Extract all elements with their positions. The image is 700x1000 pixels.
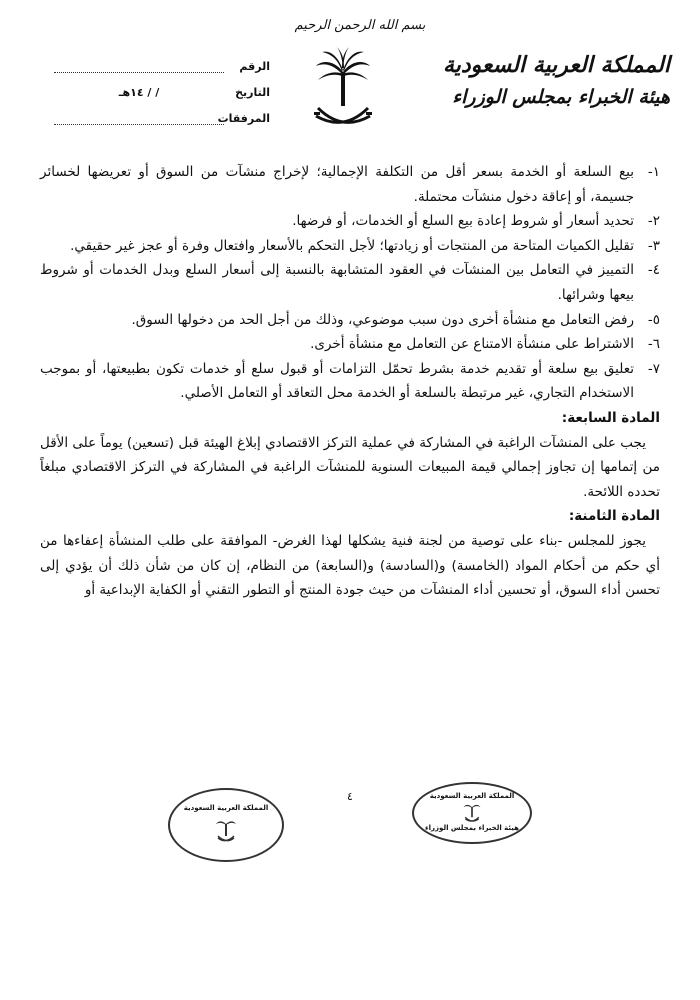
list-item: ٦- الاشتراط على منشأة الامتناع عن التعامل مع منشأة أخرى.	[310, 336, 660, 353]
saudi-emblem-icon	[312, 46, 374, 138]
stamp-left-text: المملكة العربية السعودية	[183, 804, 269, 812]
article-eight-text: يجوز للمجلس -بناء على توصية من لجنة فنية يشكلها لهذا الغرض- الموافقة على طلب المنشأة إعفاءها من أي حكم من أحكام المواد (الخامسة) و(السادسة) و(السابعة) من النظام، إن كان من شأن ذلك أن يؤدي إلى تحسن أداء السوق، أو تحسين أداء المنشآت من حيث جودة المنتج أو التطور التقني أو الكفاية الإبداعية أو	[40, 532, 660, 599]
page-number: ٤	[347, 790, 353, 803]
document-body	[40, 160, 660, 603]
stamp-emblem-icon	[216, 818, 236, 844]
list-item: ٤- التمييز في التعامل بين المنشآت في العقود المتشابهة بالنسبة إلى أسعار السلع وبدل الخدمات أو شروط بيعها وشرائها.	[40, 262, 660, 303]
list-item: ٥- رفض التعامل مع منشأة أخرى دون سبب موضوعي، وذلك من أجل الحد من دخولها السوق.	[131, 311, 660, 328]
article-seven-text: يجب على المنشآت الراغبة في المشاركة في عملية التركز الاقتصادي إبلاغ الهيئة قبل (تسعين) يوماً على الأقل من إتمامها إن تجاوز إجمالي قيمة المبيعات السنوية للمنشآت الراغبة في المشاركة في التركز الاقتصادي مبلغاً تحدده اللائحة.	[40, 434, 660, 500]
official-stamp-left	[168, 788, 284, 862]
number-line	[54, 62, 224, 73]
number-label: الرقم	[239, 60, 270, 73]
list-item: ٣- تقليل الكميات المتاحة من المنتجات أو زيادتها؛ لأجل التحكم بالأسعار وافتعال وفرة أو عجز غير حقيقي.	[70, 237, 660, 254]
list-item: ٧- تعليق بيع سلعة أو تقديم خدمة بشرط تحمّل التزامات أو قبول سلع أو خدمات تكون بطبيعتها، أو بموجب الاستخدام التجاري، غير مرتبطة بالسلعة أو الخدمة محل التعاقد أو التعامل الأصلي.	[40, 360, 660, 402]
date-value: / / ١٤هـ	[118, 86, 160, 99]
list-item: ٢- تحديد أسعار أو شروط إعادة بيع السلع أو الخدمات، أو فرضها.	[292, 213, 660, 230]
number-field	[40, 60, 270, 73]
agency-title: هيئة الخبراء بمجلس الوزراء	[452, 86, 670, 108]
stamp-right-text: المملكة العربية السعودية	[429, 792, 515, 800]
basmala: بسم الله الرحمن الرحيم	[294, 18, 426, 33]
kingdom-title: المملكة العربية السعودية	[442, 52, 670, 78]
attachments-field	[40, 112, 270, 125]
attachments-line	[54, 114, 224, 125]
date-field	[40, 86, 270, 99]
article-eight-heading: المادة الثامنة:	[568, 508, 660, 525]
attachments-label: المرفقات	[217, 112, 270, 125]
list-item: ١- بيع السلعة أو الخدمة بسعر أقل من التكلفة الإجمالية؛ لإخراج منشآت من السوق أو تعريضها لخسائر جسيمة، أو إعاقة دخول منشآت محتملة.	[40, 164, 660, 205]
official-stamp-right	[412, 782, 532, 844]
stamp-emblem-icon	[462, 802, 482, 824]
date-label: التاريخ	[235, 86, 270, 99]
article-seven-heading: المادة السابعة:	[561, 409, 660, 426]
stamp-right-subtext: هيئة الخبراء بمجلس الوزراء	[425, 824, 519, 832]
